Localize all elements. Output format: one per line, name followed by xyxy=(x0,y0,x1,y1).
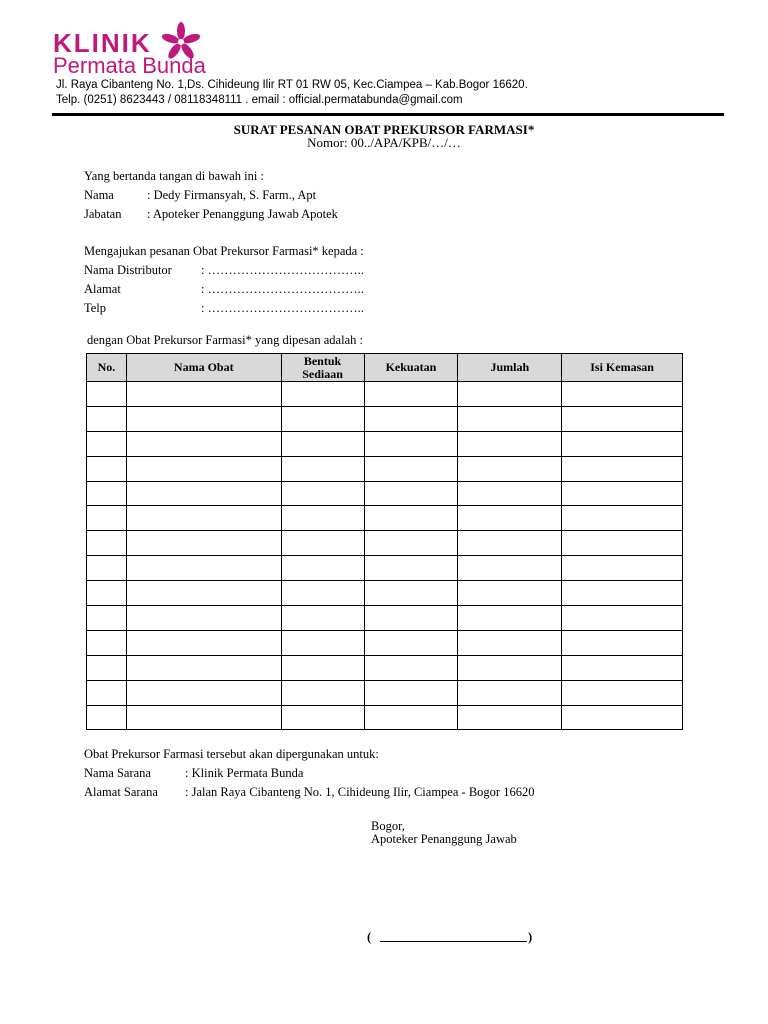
table-cell xyxy=(281,382,364,407)
table-cell xyxy=(364,406,458,431)
column-header-jumlah: Jumlah xyxy=(458,354,562,382)
table-cell xyxy=(364,556,458,581)
table-cell xyxy=(126,655,281,680)
table-cell xyxy=(364,506,458,531)
table-cell xyxy=(562,556,683,581)
table-cell xyxy=(458,481,562,506)
field-label: Alamat xyxy=(84,282,121,296)
table-cell xyxy=(87,481,127,506)
field-label: Jabatan xyxy=(84,207,122,221)
table-cell xyxy=(458,680,562,705)
table-cell xyxy=(562,680,683,705)
table-cell xyxy=(281,531,364,556)
table-cell xyxy=(281,506,364,531)
column-header-bentuk-sediaan: Bentuk Sediaan xyxy=(281,354,364,382)
table-cell xyxy=(458,531,562,556)
table-cell xyxy=(458,506,562,531)
signature-close-paren: ) xyxy=(528,930,533,944)
table-cell xyxy=(364,382,458,407)
table-cell xyxy=(87,630,127,655)
table-cell xyxy=(126,630,281,655)
table-cell xyxy=(281,431,364,456)
field-label: Telp xyxy=(84,301,107,315)
table-cell xyxy=(458,456,562,481)
distributor-address-value: : ……………………………….. xyxy=(201,282,364,296)
table-row xyxy=(87,531,683,556)
column-header-isi-kemasan: Isi Kemasan xyxy=(562,354,683,382)
table-row xyxy=(87,630,683,655)
column-header-kekuatan: Kekuatan xyxy=(364,354,458,382)
table-cell xyxy=(562,382,683,407)
table-cell xyxy=(126,680,281,705)
table-cell xyxy=(364,456,458,481)
table-cell xyxy=(364,531,458,556)
table-cell xyxy=(458,581,562,606)
table-row xyxy=(87,506,683,531)
table-cell xyxy=(126,382,281,407)
distributor-intro: Mengajukan pesanan Obat Prekursor Farmasi* kepada : xyxy=(84,244,364,258)
logo-klinik-text: KLINIK xyxy=(53,28,152,58)
table-cell xyxy=(458,606,562,631)
table-cell xyxy=(562,431,683,456)
column-header-no: No. xyxy=(87,354,127,382)
table-cell xyxy=(281,456,364,481)
table-cell xyxy=(458,630,562,655)
table-cell xyxy=(126,431,281,456)
distributor-name-value: : ……………………………….. xyxy=(201,263,364,277)
table-cell xyxy=(281,481,364,506)
order-table xyxy=(86,353,683,730)
table-row xyxy=(87,606,683,631)
table-cell xyxy=(87,431,127,456)
table-intro: dengan Obat Prekursor Farmasi* yang dipesan adalah : xyxy=(87,333,363,347)
table-cell xyxy=(562,531,683,556)
table-cell xyxy=(87,382,127,407)
field-label: Alamat Sarana xyxy=(84,785,158,799)
table-row xyxy=(87,382,683,407)
table-cell xyxy=(364,481,458,506)
table-cell xyxy=(281,606,364,631)
table-row xyxy=(87,655,683,680)
table-row xyxy=(87,481,683,506)
field-label: Nama Sarana xyxy=(84,766,151,780)
table-cell xyxy=(364,606,458,631)
table-cell xyxy=(562,630,683,655)
table-cell xyxy=(458,382,562,407)
table-cell xyxy=(562,506,683,531)
table-cell xyxy=(281,630,364,655)
table-cell xyxy=(87,531,127,556)
signatory-name-value: : Dedy Firmansyah, S. Farm., Apt xyxy=(147,188,317,202)
document-number: Nomor: 00../APA/KPB/…/… xyxy=(307,135,461,150)
table-cell xyxy=(126,506,281,531)
table-cell xyxy=(458,406,562,431)
table-cell xyxy=(126,556,281,581)
clinic-contact: Telp. (0251) 8623443 / 08118348111 . email : official.permatabunda@gmail.com xyxy=(56,94,463,106)
table-cell xyxy=(562,581,683,606)
logo-permata-bunda-text: Permata Bunda xyxy=(53,53,206,78)
table-cell xyxy=(364,630,458,655)
closing-place: Bogor, xyxy=(371,819,405,833)
usage-intro: Obat Prekursor Farmasi tersebut akan dipergunakan untuk: xyxy=(84,747,379,761)
table-cell xyxy=(364,655,458,680)
table-cell xyxy=(126,705,281,730)
signature-line xyxy=(380,941,527,942)
clinic-address: Jl. Raya Cibanteng No. 1,Ds. Cihideung Ilir RT 01 RW 05, Kec.Ciampea – Kab.Bogor 16620. xyxy=(56,79,528,91)
table-cell xyxy=(562,606,683,631)
table-cell xyxy=(126,456,281,481)
letterhead-divider xyxy=(52,113,724,116)
signature-open-paren: ( xyxy=(367,930,372,944)
table-cell xyxy=(87,581,127,606)
table-cell xyxy=(87,556,127,581)
facility-name-value: : Klinik Permata Bunda xyxy=(185,766,304,780)
table-cell xyxy=(364,581,458,606)
table-cell xyxy=(562,705,683,730)
table-cell xyxy=(87,456,127,481)
document-title: SURAT PESANAN OBAT PREKURSOR FARMASI* xyxy=(233,122,535,137)
table-header-row xyxy=(87,354,683,382)
table-cell xyxy=(364,431,458,456)
signatory-intro: Yang bertanda tangan di bawah ini : xyxy=(84,169,264,183)
table-cell xyxy=(87,705,127,730)
table-cell xyxy=(126,406,281,431)
closing-role: Apoteker Penanggung Jawab xyxy=(371,832,517,846)
distributor-phone-value: : ……………………………….. xyxy=(201,301,364,315)
table-cell xyxy=(126,581,281,606)
table-cell xyxy=(87,606,127,631)
table-row xyxy=(87,431,683,456)
table-cell xyxy=(562,481,683,506)
table-cell xyxy=(281,581,364,606)
table-cell xyxy=(126,606,281,631)
table-cell xyxy=(458,556,562,581)
table-cell xyxy=(281,556,364,581)
column-header-nama-obat: Nama Obat xyxy=(126,354,281,382)
table-row xyxy=(87,705,683,730)
table-cell xyxy=(281,680,364,705)
table-cell xyxy=(126,531,281,556)
table-cell xyxy=(364,680,458,705)
facility-address-value: : Jalan Raya Cibanteng No. 1, Cihideung Ilir, Ciampea - Bogor 16620 xyxy=(185,785,535,799)
table-cell xyxy=(562,655,683,680)
table-row xyxy=(87,680,683,705)
table-cell xyxy=(87,506,127,531)
table-cell xyxy=(281,655,364,680)
table-cell xyxy=(562,456,683,481)
table-row xyxy=(87,556,683,581)
table-row xyxy=(87,456,683,481)
table-cell xyxy=(458,705,562,730)
table-cell xyxy=(126,481,281,506)
table-row xyxy=(87,581,683,606)
table-cell xyxy=(562,406,683,431)
table-row xyxy=(87,406,683,431)
table-cell xyxy=(364,705,458,730)
table-cell xyxy=(458,431,562,456)
table-cell xyxy=(87,655,127,680)
field-label: Nama Distributor xyxy=(84,263,172,277)
table-cell xyxy=(281,406,364,431)
table-cell xyxy=(87,680,127,705)
field-label: Nama xyxy=(84,188,114,202)
signatory-position-value: : Apoteker Penanggung Jawab Apotek xyxy=(147,207,338,221)
table-cell xyxy=(87,406,127,431)
table-cell xyxy=(458,655,562,680)
table-cell xyxy=(281,705,364,730)
